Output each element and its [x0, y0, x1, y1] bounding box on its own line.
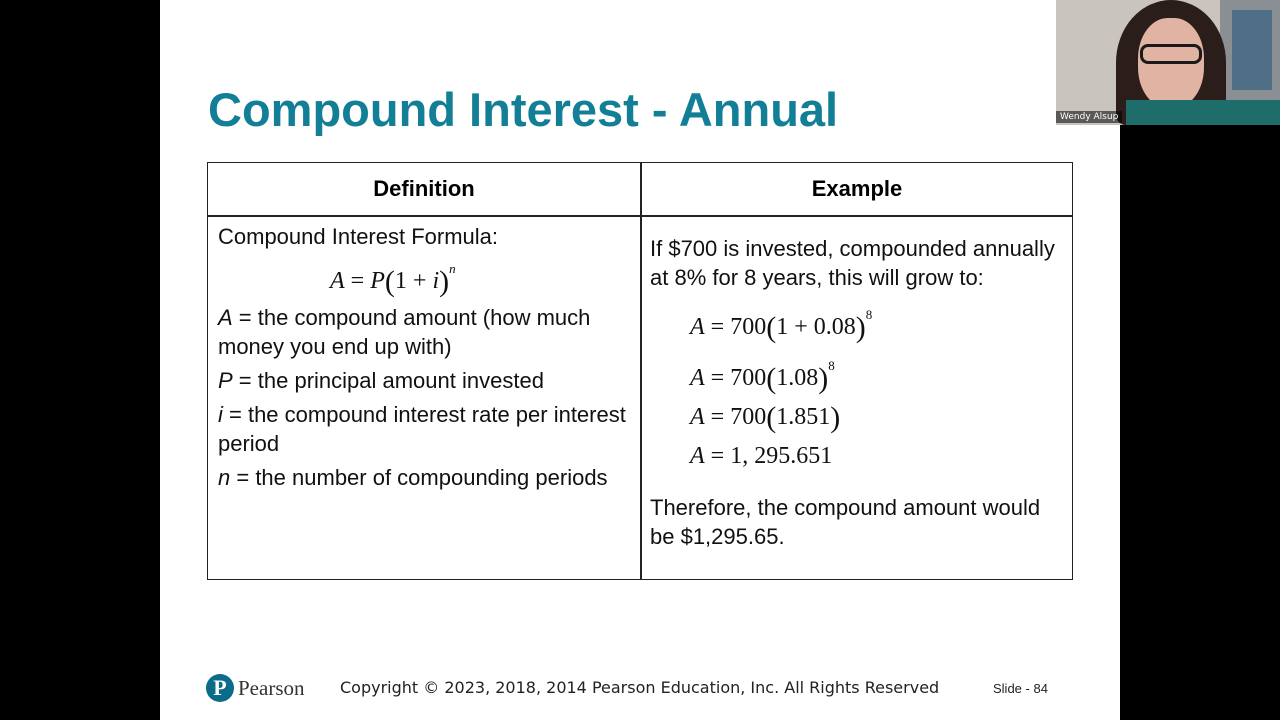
example-step-1: $A = 700(1 + 0.08)^8$ [690, 307, 873, 344]
header-definition: Definition [373, 176, 475, 201]
example-step-3: A = 700(1.851) [690, 401, 841, 434]
slide-number: Slide - 84 [993, 681, 1048, 696]
participant-name-label: Wendy Alsup [1056, 111, 1122, 123]
example-conclusion: Therefore, the compound amount would be $1,295.65. [650, 495, 1041, 549]
pearson-logo [206, 674, 305, 702]
term-i: i = the compound interest rate per interest period [218, 402, 626, 456]
example-intro: If $700 is invested, compounded annually at 8% for 8 years, this will grow to: [650, 236, 1055, 290]
table-header-divider [208, 215, 1072, 217]
copyright-notice: Copyright © 2023, 2018, 2014 Pearson Education, Inc. All Rights Reserved [340, 678, 940, 697]
presenter-shirt [1126, 100, 1280, 125]
compound-interest-formula: $A = P(1 + i)^n$ [330, 261, 456, 298]
example-step-2: $A = 700(1.08)^8$ [690, 358, 835, 395]
background-books [1232, 10, 1272, 90]
example-step-4: A = 1, 295.651 [690, 443, 833, 469]
table-column-divider [640, 163, 642, 579]
term-n: n = the number of compounding periods [218, 465, 608, 490]
term-a: A = the compound amount (how much money you end up with) [218, 305, 591, 359]
definition-example-table [207, 162, 1073, 580]
webcam-video-tile[interactable] [1056, 0, 1280, 125]
pearson-logo-icon: P [206, 674, 234, 702]
presentation-slide [160, 0, 1120, 720]
presenter-glasses [1140, 44, 1202, 64]
example-steps [650, 300, 1068, 471]
formula-label: Compound Interest Formula: [218, 224, 499, 249]
example-cell [650, 234, 1068, 551]
definition-cell [218, 222, 633, 497]
header-example: Example [811, 176, 903, 201]
pearson-logo-text: Pearson [238, 675, 305, 700]
slide-title: Compound Interest - Annual [208, 83, 839, 136]
term-p: P = the principal amount invested [218, 368, 544, 393]
